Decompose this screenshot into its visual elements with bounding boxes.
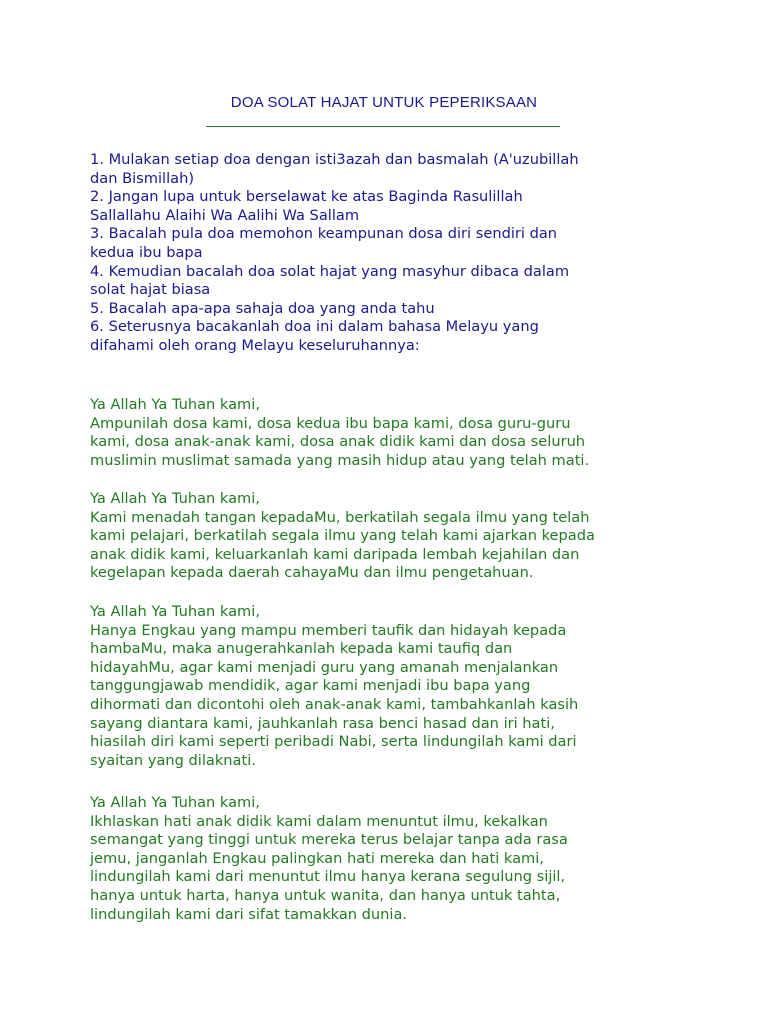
prayer-line: Hanya Engkau yang mampu memberi taufik dan hidayah kepada — [90, 621, 567, 639]
step-line: 5. Bacalah apa-apa sahaja doa yang anda tahu — [90, 299, 435, 317]
prayer-line: Ya Allah Ya Tuhan kami, — [90, 794, 260, 811]
instruction-steps — [90, 151, 690, 356]
prayer-line: Ya Allah Ya Tuhan kami, — [90, 396, 260, 413]
prayer-line: hiasilah diri kami seperti peribadi Nabi, serta lindungilah kami dari — [90, 733, 577, 751]
step-line: 6. Seterusnya bacakanlah doa ini dalam bahasa Melayu yang — [90, 318, 539, 336]
prayer-line: Ya Allah Ya Tuhan kami, — [90, 603, 260, 620]
prayer-line: lindungilah kami dari sifat tamakkan dunia. — [90, 905, 408, 923]
prayer-line: Ikhlaskan hati anak didik kami dalam menuntut ilmu, kekalkan — [90, 812, 548, 830]
step-line: difahami oleh orang Melayu keseluruhannya: — [90, 336, 420, 354]
step-line: kedua ibu bapa — [90, 243, 203, 261]
prayer-line: tanggungjawab mendidik, agar kami menjadi ibu bapa yang — [90, 677, 531, 695]
prayer-line: hidayahMu, agar kami menjadi guru yang amanah menjalankan — [90, 658, 559, 676]
step-line: 2. Jangan lupa untuk berselawat ke atas Baginda Rasulillah — [90, 188, 523, 206]
prayer-line: anak didik kami, keluarkanlah kami daripada lembah kejahilan dan — [90, 545, 580, 563]
step-line: 3. Bacalah pula doa memohon keampunan dosa diri sendiri dan — [90, 225, 558, 243]
prayer-line: jemu, janganlah Engkau palingkan hati mereka dan hati kami, — [90, 849, 544, 867]
prayer-line: dihormati dan dicontohi oleh anak-anak kami, tambahkanlah kasih — [90, 695, 579, 713]
step-line: solat hajat biasa — [90, 281, 211, 299]
prayer-line: muslimin muslimat samada yang masih hidup atau yang telah mati. — [90, 451, 590, 469]
prayer-line: syaitan yang dilaknati. — [90, 751, 256, 769]
prayer-line: Ya Allah Ya Tuhan kami, — [90, 490, 260, 507]
prayer-line: kami, dosa anak-anak kami, dosa anak didik kami dan dosa seluruh — [90, 433, 586, 451]
prayer-line: Ampunilah dosa kami, dosa kedua ibu bapa kami, dosa guru-guru — [90, 414, 571, 432]
prayer-line: kegelapan kepada daerah cahayaMu dan ilmu pengetahuan. — [90, 564, 534, 582]
prayer-paragraph-4 — [90, 794, 690, 924]
prayer-paragraph-1 — [90, 396, 690, 470]
step-line: 4. Kemudian bacalah doa solat hajat yang masyhur dibaca dalam — [90, 262, 570, 280]
prayer-line: Kami menadah tangan kepadaMu, berkatilah segala ilmu yang telah — [90, 508, 590, 526]
prayer-line: kami pelajari, berkatilah segala ilmu yang telah kami ajarkan kepada — [90, 527, 595, 545]
prayer-line: hanya untuk harta, hanya untuk wanita, dan hanya untuk tahta, — [90, 886, 561, 904]
document-title: DOA SOLAT HAJAT UNTUK PEPERIKSAAN — [230, 94, 538, 111]
prayer-paragraph-3 — [90, 603, 690, 770]
prayer-line: lindungilah kami dari menuntut ilmu hanya kerana segulung sijil, — [90, 868, 566, 886]
prayer-paragraph-2 — [90, 490, 690, 583]
prayer-line: sayang diantara kami, jauhkanlah rasa benci hasad dan iri hati, — [90, 714, 555, 732]
prayer-line: hambaMu, maka anugerahkanlah kepada kami taufiq dan — [90, 640, 513, 658]
step-line: dan Bismillah) — [90, 169, 195, 187]
step-line: Sallallahu Alaihi Wa Aalihi Wa Sallam — [90, 206, 360, 224]
step-line: 1. Mulakan setiap doa dengan isti3azah dan basmalah (A'uzubillah — [90, 151, 579, 168]
title-underline — [206, 126, 560, 127]
prayer-line: semangat yang tinggi untuk mereka terus belajar tanpa ada rasa — [90, 831, 568, 849]
